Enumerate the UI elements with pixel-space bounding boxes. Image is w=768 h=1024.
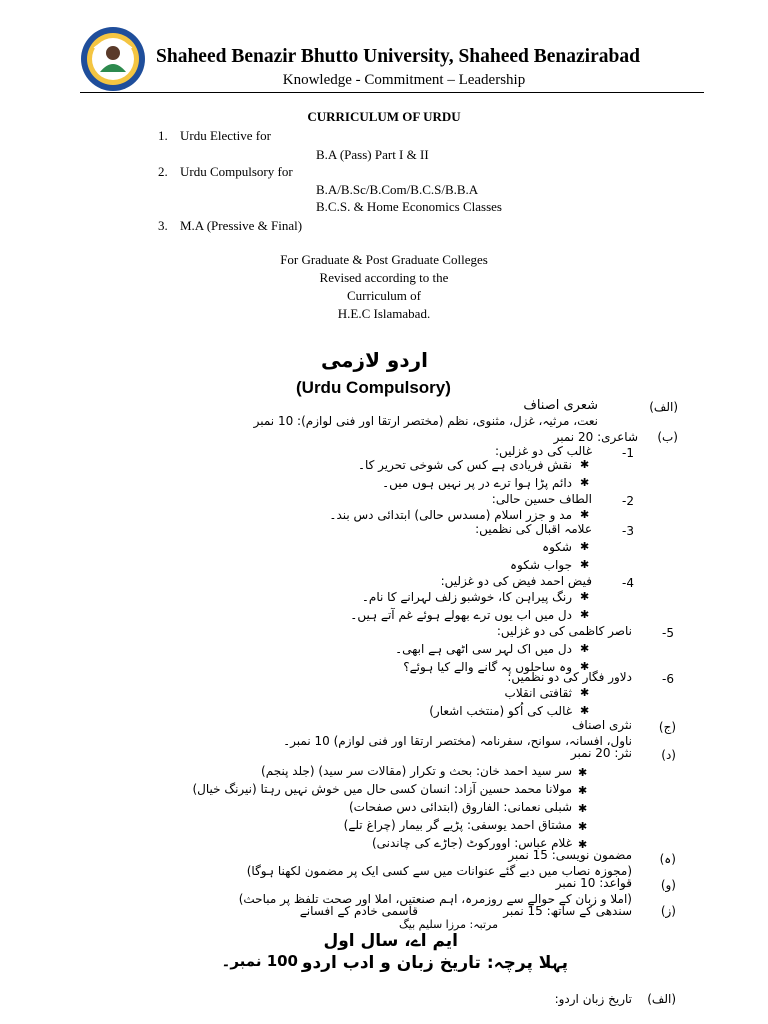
- iqbal-poem-1: شکوہ: [542, 540, 572, 554]
- bullet-star: ✱: [580, 660, 590, 673]
- wao-text: قواعد: 10 نمبر: [555, 876, 632, 890]
- he-label: (ہ): [659, 852, 676, 866]
- item-2-sub-1: B.A/B.Sc/B.Com/B.C.S/B.B.A: [316, 182, 479, 197]
- bullet-star: ✱: [578, 820, 588, 833]
- nasir-ghazal-1: دل میں اک لہر سی اٹھی ہے ابھی۔: [395, 642, 572, 656]
- university-name: Shaheed Benazir Bhutto University, Shaheed Benazirabad: [156, 46, 640, 67]
- paper-title: پہلا پرچہ: تاریخ زبان و ادب اردو: [301, 953, 568, 973]
- prose-item-3: شبلی نعمانی: الفاروق (ابتدائی دس صفحات): [348, 800, 572, 814]
- dilawar-poem-1: ثقافتی انقلاب: [504, 686, 572, 700]
- bullet-star: ✱: [578, 766, 588, 779]
- final-label: (الف): [647, 992, 676, 1006]
- ze-text: سندھی کے ساتھ: 15 نمبر: [503, 904, 632, 918]
- alif-text: شعری اصناف: [523, 398, 598, 413]
- be-label: (ب): [657, 430, 678, 444]
- bullet-star: ✱: [580, 458, 590, 471]
- note-line-2: Revised according to the: [319, 270, 449, 285]
- prose-item-4: مشتاق احمد یوسفی: پڑیے گر بیمار (چراغ تلے): [343, 818, 572, 832]
- jeem-subtext: ناول، افسانہ، سوانح، سفرنامہ (مختصر ارتقا اور فنی لوازم) 10 نمبر۔: [283, 734, 632, 748]
- document-title: CURRICULUM OF URDU: [307, 109, 461, 124]
- bullet-star: ✱: [580, 686, 590, 699]
- poet-dilawar: دلاور فگار کی دو نظمیں:: [507, 670, 632, 684]
- bullet-star: ✱: [580, 642, 590, 655]
- ze-label: (ز): [660, 904, 676, 918]
- bullet-star: ✱: [580, 704, 590, 717]
- poet-nasir: ناصر کاظمی کی دو غزلیں:: [496, 624, 632, 638]
- item-1-sub-1: B.A (Pass) Part I & II: [316, 147, 429, 162]
- prose-item-2: مولانا محمد حسین آزاد: انسان کسی حال میں خوش نہیں رہتا (نیرنگ خیال): [192, 782, 572, 796]
- poet-faiz: فیض احمد فیض کی دو غزلیں:: [440, 574, 592, 588]
- jeem-text: نثری اصناف: [571, 718, 632, 732]
- poet-6-number: -6: [662, 672, 674, 686]
- item-3-number: 3.: [158, 218, 168, 233]
- he-text: مضمون نویسی: 15 نمبر: [508, 848, 632, 862]
- poet-1-number: -1: [622, 446, 634, 460]
- dilawar-poem-2: غالب کی اُکو (منتخب اشعار): [429, 704, 572, 718]
- be-text: شاعری: 20 نمبر: [553, 430, 638, 444]
- paper-marks: 100 نمبر۔: [221, 952, 298, 970]
- item-2-text: Urdu Compulsory for: [180, 164, 293, 179]
- bullet-star: ✱: [580, 558, 590, 571]
- faiz-ghazal-1: رنگ پیراہن کا، خوشبو زلف لہرانے کا نام۔: [361, 590, 572, 604]
- poet-3-number: -3: [622, 524, 634, 538]
- note-line-3: Curriculum of: [346, 288, 421, 303]
- ghalib-ghazal-2: دائم پڑا ہوا ترے در پر نہیں ہوں میں۔: [382, 476, 572, 490]
- poet-2-number: -2: [622, 494, 634, 508]
- poet-5-number: -5: [662, 626, 674, 640]
- ma-year-line: ایم اے، سال اول: [323, 931, 458, 951]
- dal-label: (د): [661, 748, 676, 762]
- bullet-star: ✱: [580, 540, 590, 553]
- urdu-heading: اردو لازمی: [320, 348, 428, 372]
- university-motto: Knowledge - Commitment – Leadership: [282, 72, 526, 88]
- jeem-label: (ج): [658, 720, 676, 734]
- dal-text: نثر: 20 نمبر: [570, 746, 632, 760]
- item-1-number: 1.: [158, 128, 168, 143]
- bullet-star: ✱: [580, 590, 590, 603]
- alif-subtext: نعت، مرثیہ، غزل، مثنوی، نظم (مختصر ارتقا اور فنی لوازم): 10 نمبر: [253, 414, 598, 428]
- iqbal-poem-2: جواب شکوہ: [510, 558, 572, 572]
- header-divider: [80, 92, 704, 93]
- nasir-ghazal-2: وہ ساحلوں پہ گانے والے کیا ہوئے؟: [403, 660, 572, 674]
- ze-subtext: قاسمی خادم کے افسانے: [299, 904, 418, 918]
- bullet-star: ✱: [580, 476, 590, 489]
- item-3-text: M.A (Pressive & Final): [180, 218, 303, 233]
- wao-label: (و): [660, 878, 676, 892]
- final-text: تاریخ زبان اردو:: [554, 992, 632, 1006]
- wao-subtext: (املا و زبان کے حوالے سے روزمرہ، اہم صنعتیں، املا اور صحت تلفظ پر مباحث): [238, 892, 632, 906]
- bullet-star: ✱: [580, 608, 590, 621]
- poet-iqbal: علامہ اقبال کی نظمیں:: [475, 522, 592, 536]
- he-subtext: (مجوزہ نصاب میں دیے گئے عنوانات میں سے کسی ایک پر مضمون لکھنا ہوگا): [246, 864, 632, 878]
- item-2-number: 2.: [158, 164, 168, 179]
- item-1-text: Urdu Elective for: [180, 128, 271, 143]
- bullet-star: ✱: [578, 784, 588, 797]
- altaf-poem: مد و جزر اسلام (مسدس حالی) ابتدائی دس بند۔: [329, 508, 572, 522]
- note-line-1: For Graduate & Post Graduate Colleges: [280, 252, 488, 267]
- prose-item-1: سر سید احمد خان: بحث و تکرار (مقالات سر سید) (جلد پنجم): [261, 764, 572, 778]
- bullet-star: ✱: [578, 802, 588, 815]
- bullet-star: ✱: [580, 508, 590, 521]
- prose-item-5: غلام عباس: اوورکوٹ (جاڑے کی چاندنی): [371, 836, 572, 850]
- urdu-heading-english: (Urdu Compulsory): [296, 378, 451, 397]
- poet-ghalib: غالب کی دو غزلیں:: [494, 444, 592, 458]
- faiz-ghazal-2: دل میں اب یوں ترے بھولے ہوئے غم آتے ہیں۔: [350, 608, 572, 622]
- alif-label: (الف): [649, 400, 678, 414]
- ze-compiler: مرتبہ: مرزا سلیم بیگ: [398, 918, 498, 931]
- bullet-star: ✱: [578, 838, 588, 851]
- item-2-sub-2: B.C.S. & Home Economics Classes: [316, 199, 502, 214]
- poet-4-number: -4: [622, 576, 634, 590]
- note-line-4: H.E.C Islamabad.: [337, 306, 431, 321]
- poet-altaf: الطاف حسین حالی:: [491, 492, 592, 506]
- ghalib-ghazal-1: نقش فریادی ہے کس کی شوخی تحریر کا۔: [357, 458, 572, 472]
